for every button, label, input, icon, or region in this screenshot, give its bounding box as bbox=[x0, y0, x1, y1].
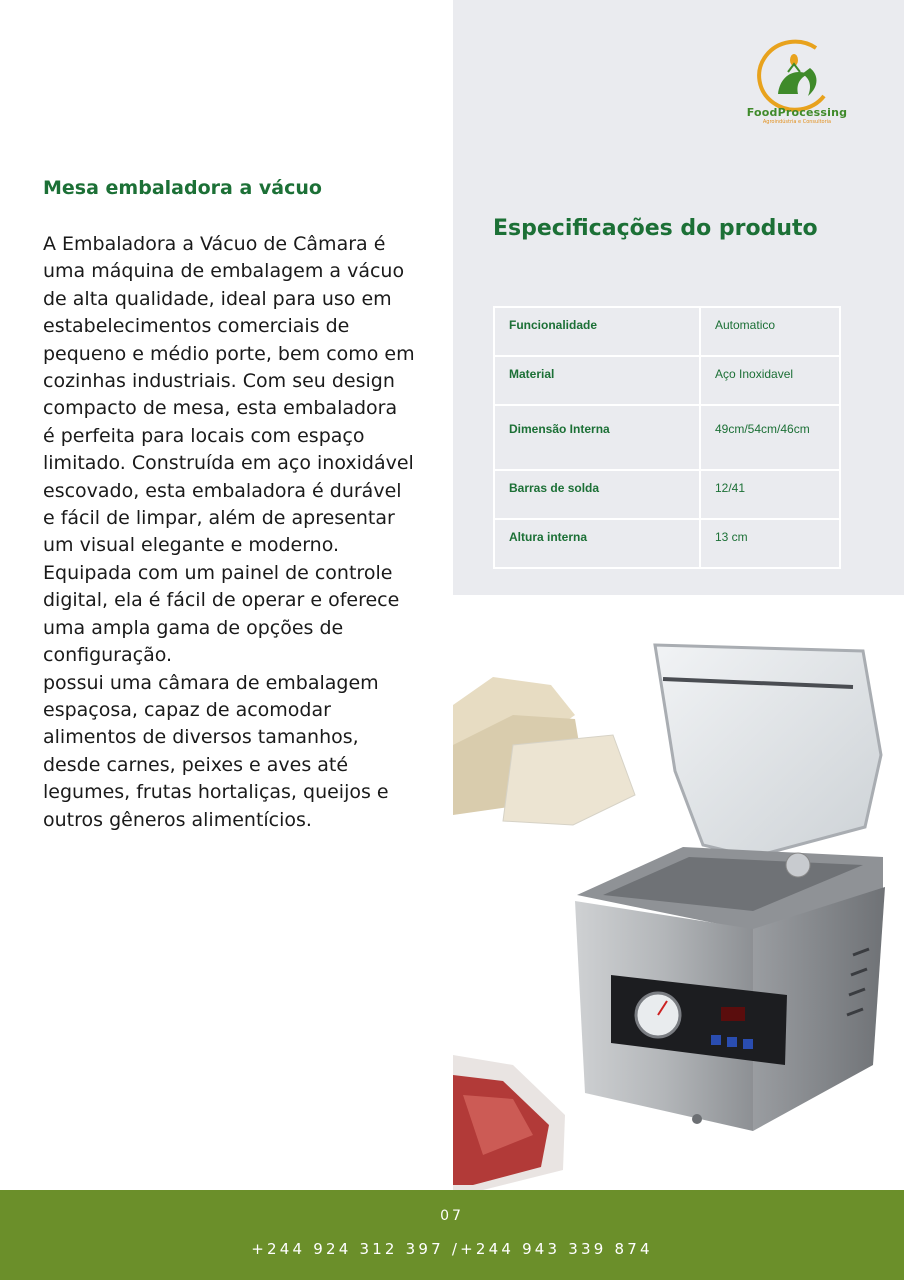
table-row bbox=[494, 519, 840, 568]
spec-value: Aço Inoxidavel bbox=[700, 356, 840, 405]
spec-value: 12/41 bbox=[700, 470, 840, 519]
spec-label: Material bbox=[494, 356, 700, 405]
spec-value: 13 cm bbox=[700, 519, 840, 568]
contact-phones: +244 924 312 397 /+244 943 339 874 bbox=[251, 1240, 653, 1258]
table-row bbox=[494, 470, 840, 519]
section-title: Mesa embaladora a vácuo bbox=[43, 177, 322, 199]
page-number: 07 bbox=[440, 1208, 464, 1224]
spec-label: Altura interna bbox=[494, 519, 700, 568]
spec-label: Barras de solda bbox=[494, 470, 700, 519]
specs-table bbox=[493, 306, 841, 569]
table-row bbox=[494, 405, 840, 470]
spec-label: Funcionalidade bbox=[494, 307, 700, 356]
table-row bbox=[494, 356, 840, 405]
spec-value: 49cm/54cm/46cm bbox=[700, 405, 840, 470]
footer-bar bbox=[0, 1190, 904, 1280]
brand-tagline: Agroindústria e Consultoria bbox=[762, 119, 832, 125]
table-row bbox=[494, 307, 840, 356]
product-photo bbox=[453, 595, 904, 1190]
brand-name: FoodProcessing bbox=[746, 106, 848, 119]
product-description: A Embaladora a Vácuo de Câmara é uma máquina de embalagem a vácuo de alta qualidade, ideal para uso em estabelecimentos comerciais de pequeno e médio porte, bem como em cozinhas industriais. Com seu design compacto de mesa, esta embaladora é perfeita para locais com espaço limitado. Construída em aço inoxidável escovado, esta embaladora é durável e fácil de limpar, além de apresentar um visual elegante e moderno. Equipada com um painel de controle digital, ela é fácil de operar e oferece uma ampla gama de opções de configuração. possui uma câmara de embalagem espaçosa, capaz de acomodar alimentos de diversos tamanhos, desde carnes, peixes e aves até legumes, frutas hortaliças, queijos e outros gêneros alimentícios. bbox=[43, 233, 415, 831]
spec-label: Dimensão Interna bbox=[494, 405, 700, 470]
specs-title: Especificações do produto bbox=[493, 216, 818, 241]
spec-value: Automatico bbox=[700, 307, 840, 356]
